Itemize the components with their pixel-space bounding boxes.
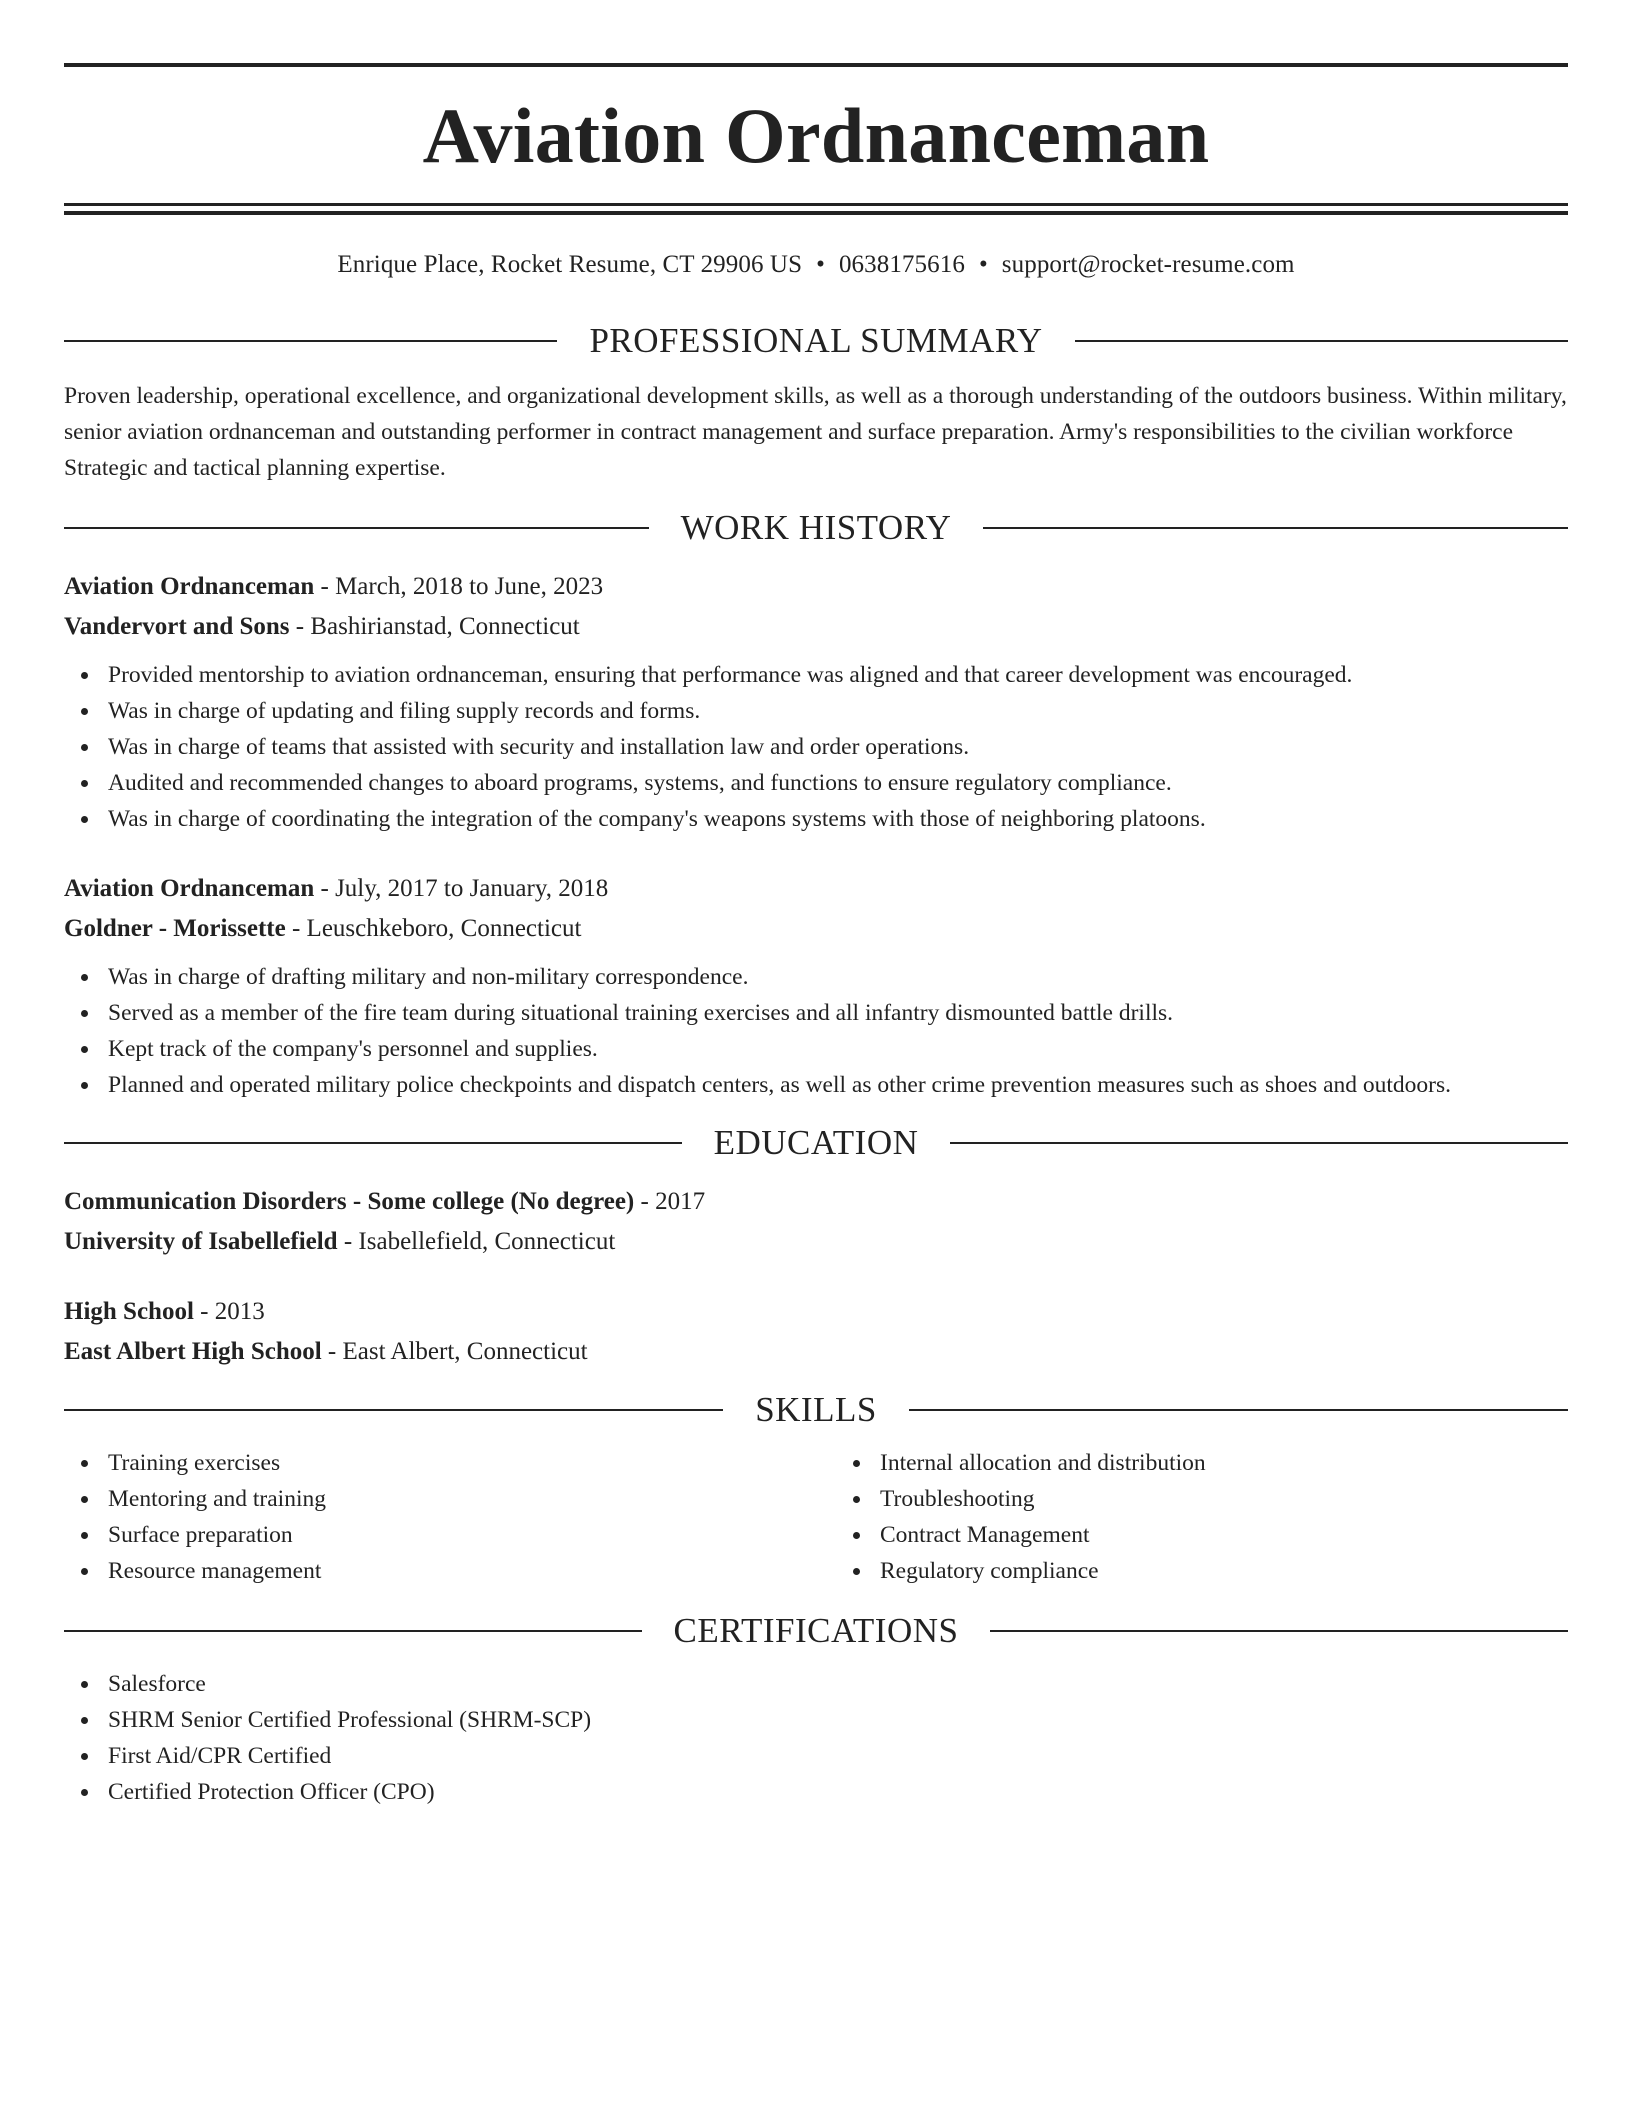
- section-title: WORK HISTORY: [680, 508, 952, 547]
- list-item: Contract Management: [880, 1517, 1568, 1553]
- skills-grid: [64, 1445, 1568, 1589]
- list-item: Salesforce: [108, 1666, 1568, 1702]
- summary-text: Proven leadership, operational excellence, and organizational development skills, as well as a thorough understanding of the outdoors business. Within military, senior aviation ordnanceman and outstanding performer in contract management and surface preparation. Army's responsibilities to the civilian workforce Strategic and tactical planning expertise.: [64, 383, 1567, 481]
- education-year: - 2017: [634, 1188, 706, 1215]
- job-location: - Leuschkeboro, Connecticut: [285, 915, 582, 942]
- list-item: Planned and operated military police checkpoints and dispatch centers, as well as other crime prevention measures such as shoes and outdoors.: [108, 1067, 1568, 1103]
- job-bullets: [64, 959, 1568, 1103]
- contact-separator: •: [978, 251, 988, 278]
- section-header-work: [64, 510, 1568, 545]
- education-school-line: [64, 1332, 1568, 1372]
- skills-list-left: [64, 1445, 796, 1589]
- section-title: PROFESSIONAL SUMMARY: [589, 321, 1043, 360]
- education-school-line: [64, 1222, 1568, 1262]
- job-company-line: [64, 607, 1568, 647]
- job-company: Vandervort and Sons: [64, 613, 290, 640]
- certifications-list: [64, 1666, 1568, 1810]
- education-entry: [64, 1182, 1568, 1262]
- section-header-summary: [64, 323, 1568, 358]
- job-title: Aviation Ordnanceman: [64, 875, 315, 902]
- top-rule: [64, 63, 1568, 67]
- job-company-line: [64, 909, 1568, 949]
- job-title-line: [64, 869, 1568, 909]
- job-company: Goldner - Morissette: [64, 915, 286, 942]
- job-dates: - March, 2018 to June, 2023: [314, 573, 604, 600]
- skills-list-right: [836, 1445, 1568, 1589]
- list-item: Certified Protection Officer (CPO): [108, 1774, 1568, 1810]
- education-school: University of Isabellefield: [64, 1228, 338, 1255]
- education-year: - 2013: [193, 1298, 265, 1325]
- list-item: Was in charge of teams that assisted with security and installation law and order operations.: [108, 729, 1568, 765]
- list-item: Audited and recommended changes to aboard programs, systems, and functions to ensure regulatory compliance.: [108, 765, 1568, 801]
- list-item: Kept track of the company's personnel and supplies.: [108, 1031, 1568, 1067]
- resume-title: Aviation Ordnanceman: [422, 92, 1210, 179]
- job-title: Aviation Ordnanceman: [64, 573, 315, 600]
- list-item: Was in charge of coordinating the integration of the company's weapons systems with those of neighboring platoons.: [108, 801, 1568, 837]
- list-item: Training exercises: [108, 1445, 796, 1481]
- education-location: - Isabellefield, Connecticut: [337, 1228, 616, 1255]
- section-header-certifications: [64, 1613, 1568, 1648]
- list-item: Served as a member of the fire team during situational training exercises and all infantry dismounted battle drills.: [108, 995, 1568, 1031]
- job-dates: - July, 2017 to January, 2018: [314, 875, 609, 902]
- contact-phone: 0638175616: [838, 251, 965, 278]
- contact-address: Enrique Place, Rocket Resume, CT 29906 US: [337, 251, 803, 278]
- education-school: East Albert High School: [64, 1338, 322, 1365]
- list-item: Surface preparation: [108, 1517, 796, 1553]
- education-degree: Communication Disorders - Some college (No degree): [64, 1188, 635, 1215]
- contact-line: [64, 251, 1568, 279]
- work-entry: [64, 869, 1568, 1103]
- list-item: Internal allocation and distribution: [880, 1445, 1568, 1481]
- job-bullets: [64, 657, 1568, 837]
- education-degree: High School: [64, 1298, 194, 1325]
- list-item: Provided mentorship to aviation ordnanceman, ensuring that performance was aligned and that career development was encouraged.: [108, 657, 1568, 693]
- section-title: CERTIFICATIONS: [673, 1611, 959, 1650]
- title-double-rule: [64, 203, 1568, 215]
- section-header-education: [64, 1125, 1568, 1160]
- list-item: Mentoring and training: [108, 1481, 796, 1517]
- list-item: Troubleshooting: [880, 1481, 1568, 1517]
- education-entry: [64, 1292, 1568, 1372]
- work-entry: [64, 567, 1568, 837]
- job-location: - Bashirianstad, Connecticut: [289, 613, 580, 640]
- list-item: First Aid/CPR Certified: [108, 1738, 1568, 1774]
- list-item: Regulatory compliance: [880, 1553, 1568, 1589]
- list-item: Was in charge of drafting military and non-military correspondence.: [108, 959, 1568, 995]
- job-title-line: [64, 567, 1568, 607]
- section-title: SKILLS: [755, 1390, 877, 1429]
- education-degree-line: [64, 1292, 1568, 1332]
- list-item: Was in charge of updating and filing supply records and forms.: [108, 693, 1568, 729]
- list-item: Resource management: [108, 1553, 796, 1589]
- section-header-skills: [64, 1392, 1568, 1427]
- education-location: - East Albert, Connecticut: [321, 1338, 588, 1365]
- contact-separator: •: [816, 251, 825, 278]
- contact-email: support@rocket-resume.com: [1001, 251, 1295, 278]
- list-item: SHRM Senior Certified Professional (SHRM-SCP): [108, 1702, 1568, 1738]
- section-title: EDUCATION: [713, 1123, 919, 1162]
- education-degree-line: [64, 1182, 1568, 1222]
